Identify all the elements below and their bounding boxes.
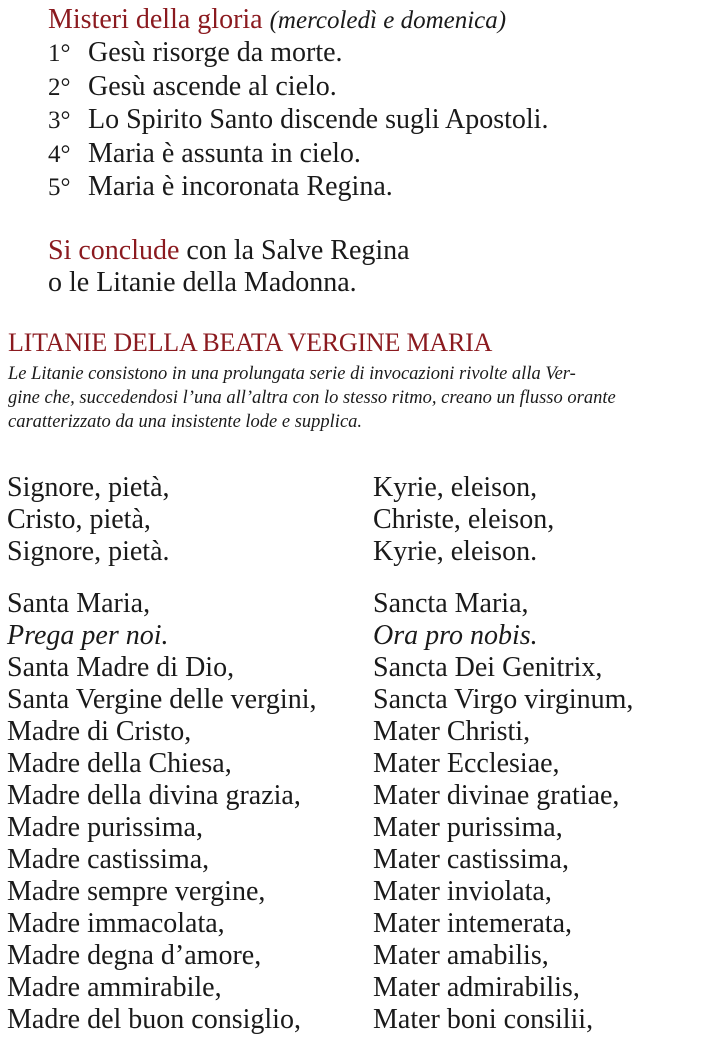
litany-row — [7, 472, 717, 504]
litany-response-row — [7, 620, 717, 652]
mystery-number: 5° — [48, 174, 71, 201]
italian-invocation: Signore, pietà, — [7, 472, 170, 503]
conclusion-red-text: Si conclude — [48, 234, 180, 266]
litany-row — [7, 812, 717, 844]
mysteries-section — [48, 4, 708, 300]
italian-invocation: Santa Vergine delle vergini, — [7, 684, 317, 715]
litany-row — [7, 748, 717, 780]
block-spacer — [7, 568, 717, 588]
litany-title: LITANIE DELLA BEATA VERGINE MARIA — [8, 328, 493, 357]
italian-invocation: Madre purissima, — [7, 812, 203, 843]
italian-invocation: Madre sempre vergine, — [7, 876, 266, 907]
italian-invocation: Santa Maria, — [7, 588, 151, 619]
latin-invocation: Mater inviolata, — [373, 876, 552, 907]
litany-row — [7, 1004, 717, 1036]
mystery-text: Maria è assunta in cielo. — [88, 137, 361, 169]
intro-line: Le Litanie consistono in una prolungata serie di invocazioni rivolte alla Ver- — [8, 364, 576, 384]
conclusion-line — [48, 235, 708, 268]
italian-invocation: Santa Madre di Dio, — [7, 652, 235, 683]
latin-invocation: Sancta Virgo virginum, — [373, 684, 634, 715]
conclusion-note — [48, 235, 708, 300]
litany-row — [7, 716, 717, 748]
latin-invocation: Mater castissima, — [373, 844, 569, 875]
italian-invocation: Cristo, pietà, — [7, 504, 151, 535]
latin-invocation: Mater amabilis, — [373, 940, 549, 971]
litany-row — [7, 780, 717, 812]
italian-invocation: Madre castissima, — [7, 844, 210, 875]
litany-row — [7, 504, 717, 536]
latin-invocation: Mater Ecclesiae, — [373, 748, 560, 779]
intro-line: caratterizzato da una insistente lode e supplica. — [8, 412, 363, 432]
mystery-number: 1° — [48, 40, 71, 67]
latin-invocation: Mater divinae gratiae, — [373, 780, 620, 811]
italian-invocation: Madre immacolata, — [7, 908, 225, 939]
latin-invocation: Mater intemerata, — [373, 908, 573, 939]
latin-invocation: Mater Christi, — [373, 716, 531, 747]
mysteries-title: Misteri della gloria — [48, 4, 263, 35]
italian-invocation: Signore, pietà. — [7, 536, 170, 567]
litany-row — [7, 908, 717, 940]
mystery-text: Gesù ascende al cielo. — [88, 70, 337, 102]
conclusion-text: con la Salve Regina — [179, 234, 410, 266]
litany-row — [7, 876, 717, 908]
latin-invocation: Sancta Dei Genitrix, — [373, 652, 603, 683]
latin-invocation: Mater purissima, — [373, 812, 563, 843]
litany-row — [7, 652, 717, 684]
litany-row — [7, 588, 717, 620]
mysteries-days-note: (mercoledì e domenica) — [269, 7, 507, 34]
mystery-item — [48, 37, 708, 71]
litany-row — [7, 844, 717, 876]
italian-invocation: Madre della Chiesa, — [7, 748, 232, 779]
italian-response: Prega per noi. — [7, 620, 169, 651]
mysteries-heading — [48, 4, 708, 37]
italian-invocation: Madre ammirabile, — [7, 972, 222, 1003]
mystery-item — [48, 104, 708, 138]
intro-line: gine che, succedendosi l’una all’altra con lo stesso ritmo, creano un flusso orante — [8, 388, 616, 408]
mystery-item — [48, 138, 708, 172]
latin-response: Ora pro nobis. — [373, 620, 538, 651]
italian-invocation: Madre della divina grazia, — [7, 780, 301, 811]
italian-invocation: Madre del buon consiglio, — [7, 1004, 301, 1035]
mystery-text: Gesù risorge da morte. — [88, 37, 343, 68]
conclusion-line-2: o le Litanie della Madonna. — [48, 267, 357, 298]
latin-invocation: Sancta Maria, — [373, 588, 529, 619]
latin-invocation: Kyrie, eleison, — [373, 472, 538, 503]
latin-invocation: Christe, eleison, — [373, 504, 555, 535]
litany-row — [7, 972, 717, 1004]
mystery-item — [48, 71, 708, 105]
latin-invocation: Kyrie, eleison. — [373, 536, 538, 567]
litany-row — [7, 940, 717, 972]
italian-invocation: Madre di Cristo, — [7, 716, 192, 747]
mystery-text: Maria è incoronata Regina. — [88, 171, 393, 202]
litany-intro — [8, 362, 708, 434]
latin-invocation: Mater admirabilis, — [373, 972, 580, 1003]
litany-table — [7, 472, 717, 1036]
mystery-number: 4° — [48, 140, 71, 168]
mystery-text: Lo Spirito Santo discende sugli Apostoli. — [88, 104, 549, 135]
latin-invocation: Mater boni consilii, — [373, 1004, 594, 1035]
litany-row — [7, 684, 717, 716]
mystery-number: 3° — [48, 107, 71, 134]
litany-row — [7, 536, 717, 568]
italian-invocation: Madre degna d’amore, — [7, 940, 262, 971]
mystery-number: 2° — [48, 73, 71, 101]
mystery-item — [48, 171, 708, 205]
